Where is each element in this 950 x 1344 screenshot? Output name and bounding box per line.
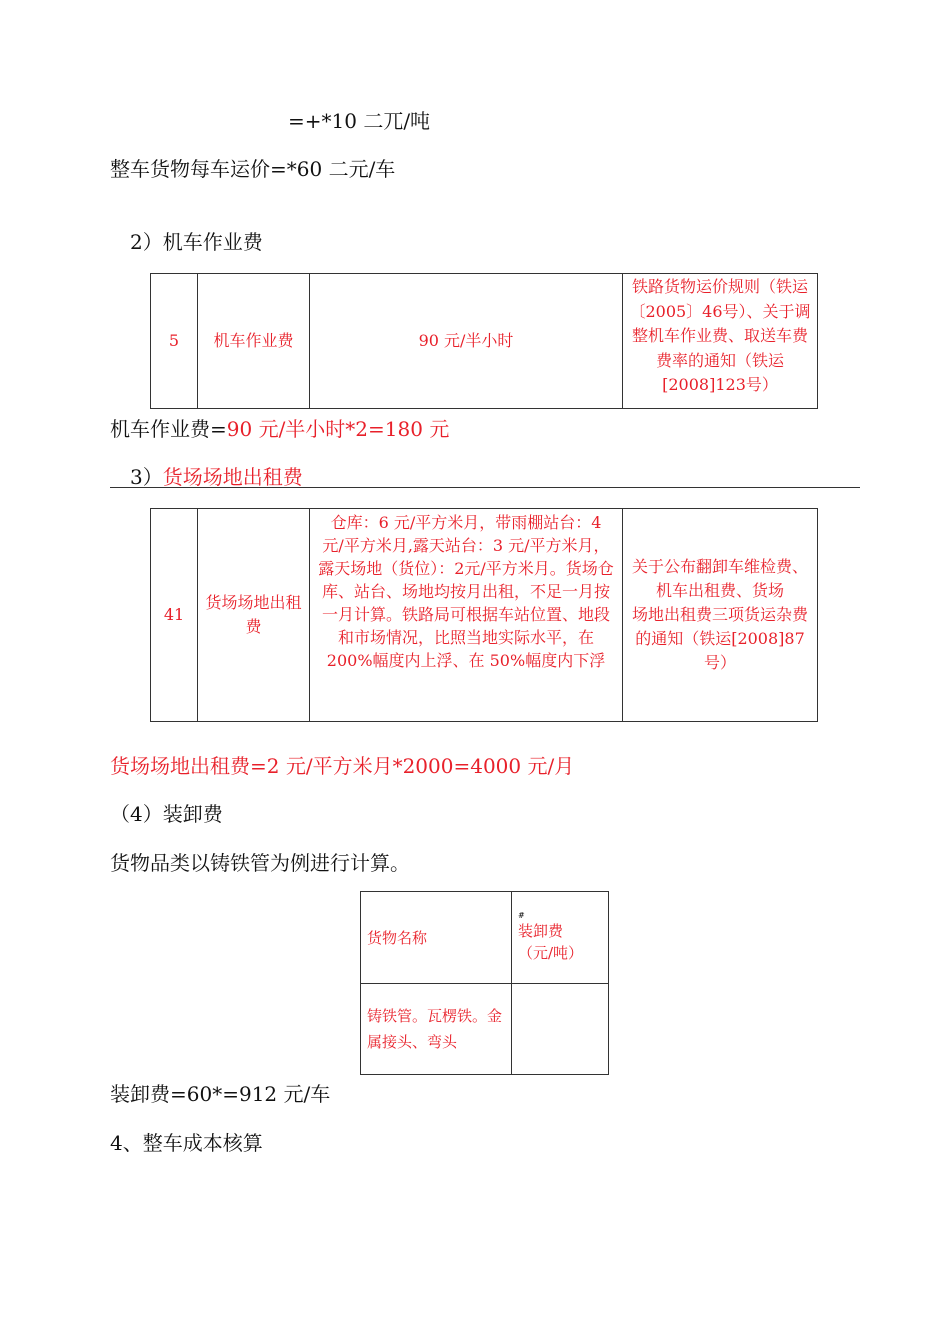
table1-basis-cell [623,274,818,409]
table1-name: 机车作业费 [198,274,310,409]
formula-line-2: 整车货物每车运价=*60 二元/车 [110,157,396,181]
table3-fee-unit: （元/吨） [518,943,584,962]
horizontal-rule [110,487,860,488]
calc-loading-fee: 装卸费=60*=912 元/车 [110,1082,331,1106]
calc-site-rental-fee: 货场场地出租费=2 元/平方米月*2000=4000 元/月 [110,754,575,778]
section-heading-2: 2）机车作业费 [130,230,263,254]
table1-basis: 铁路货物运价规则（铁运〔2005〕46号）、关于调整机车作业费、取送车费费率的通知（铁运[2008]123号） [629,277,811,394]
calc-locomotive-fee [110,416,449,442]
section-heading-4: （4）装卸费 [110,802,223,826]
section-heading-5: 4、整车成本核算 [110,1131,263,1155]
table1-rate: 90 元/半小时 [310,274,623,409]
formula-line-1: =+*10 二兀/吨 [288,109,431,133]
loading-fee-table [360,891,609,1075]
table2-basis-line-2: 场地出租费三项货运杂费的通知（铁运[2008]87 号） [631,605,808,672]
table1-no: 5 [151,274,198,409]
table2-no: 41 [151,509,198,722]
table2-rate-cell [310,509,623,722]
table3-row1-name: 铸铁管。瓦楞铁。金属接头、弯头 [361,984,512,1075]
table2-name: 货场场地出租费 [205,593,302,636]
table2-rate: 仓库：6 元/平方米月，带雨棚站台：4 元/平方米月,露天站台：3 元/平方米月，露天场地（货位）：2元/平方米月。货场仓库、站台、场地均按月出租，不足一月按一月计算。铁路局可根据车站位置、地段和市场情况，比照当地实际水平，在 200%幅度内上浮、在 50%幅度内下浮 [318,513,614,670]
table2-basis-cell [623,509,818,722]
table3-row1-fee [512,984,609,1075]
section-4-note: 货物品类以铸铁管为例进行计算。 [110,851,410,875]
table3-mark: # [518,910,525,920]
table3-fee-label: 装卸费 [518,921,564,940]
table2-name-cell [198,509,310,722]
locomotive-fee-table [150,273,818,409]
calc-locomotive-value: 90 元/半小时*2=180 元 [226,417,450,441]
table2-basis-line-1: 关于公布翻卸车维检费、机车出租费、货场 [631,557,808,600]
site-rental-fee-table [150,508,818,722]
calc-locomotive-prefix: 机车作业费= [110,417,227,441]
section-3-title: 货场场地出租费 [162,465,303,489]
table3-header-name: 货物名称 [361,892,512,984]
table2-basis [629,555,811,675]
section-3-number: 3） [130,465,163,489]
table3-header-fee [512,892,609,984]
